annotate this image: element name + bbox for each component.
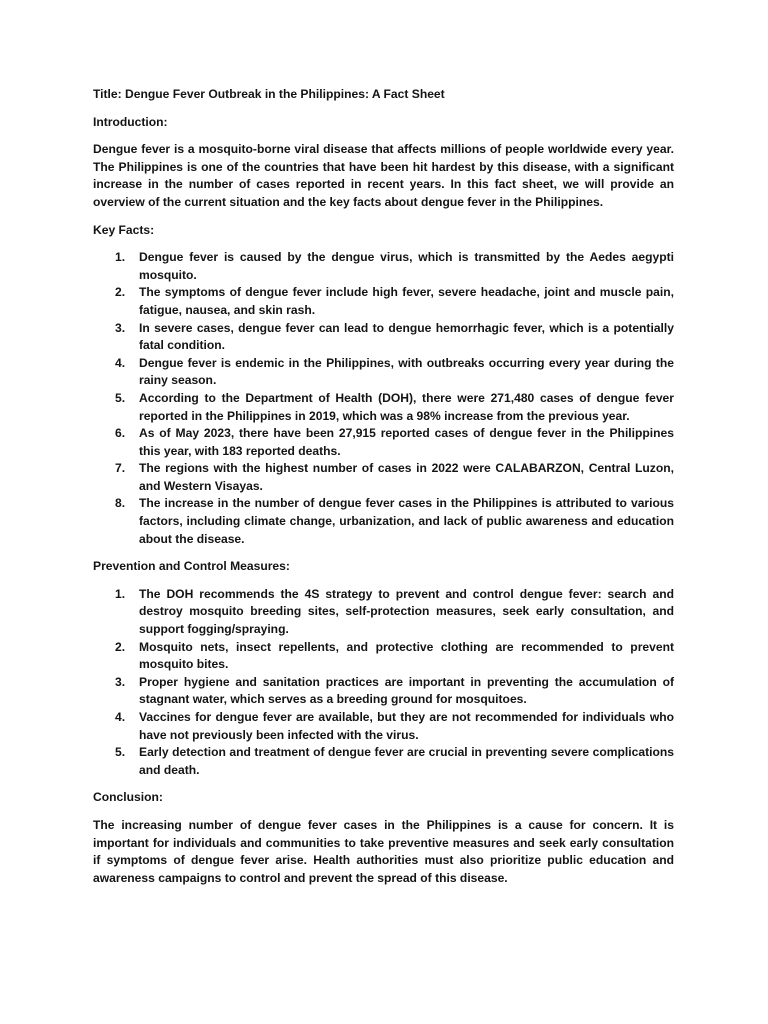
list-item-text: Dengue fever is caused by the dengue virus, which is transmitted by the Aedes aegypti mosquito. <box>139 250 674 282</box>
list-item-text: According to the Department of Health (DOH), there were 271,480 cases of dengue fever reported in the Philippines in 2019, which was a 98% increase from the previous year. <box>139 390 674 423</box>
list-item-text: Dengue fever is endemic in the Philippines, with outbreaks occurring every year during the rainy season. <box>139 355 674 388</box>
list-number: 1. <box>115 586 126 601</box>
conclusion-heading: Conclusion: <box>93 790 163 805</box>
list-number: 8. <box>115 496 126 511</box>
prevention-item <box>93 744 674 779</box>
list-number: 2. <box>115 639 126 654</box>
prevention-heading: Prevention and Control Measures: <box>93 559 290 574</box>
prevention-item <box>93 709 674 744</box>
list-item-text: Mosquito nets, insect repellents, and protective clothing are recommended to prevent mosquito bites. <box>139 639 674 672</box>
introduction-paragraph: Dengue fever is a mosquito-borne viral disease that affects millions of people worldwide every year. The Philippines is one of the countries that have been hit hardest by this disease, with a significant increase in the number of cases reported in recent years. In this fact sheet, we will provide an overview of the current situation and the key facts about dengue fever in the Philippines. <box>93 142 674 209</box>
key-fact-item <box>93 249 674 284</box>
list-number: 1. <box>115 250 126 265</box>
list-item-text: Early detection and treatment of dengue fever are crucial in preventing severe complications and death. <box>139 745 674 777</box>
list-item-text: In severe cases, dengue fever can lead to dengue hemorrhagic fever, which is a potentially fatal condition. <box>139 320 674 353</box>
key-fact-item <box>93 495 674 548</box>
prevention-item <box>93 586 674 639</box>
conclusion-paragraph: The increasing number of dengue fever cases in the Philippines is a cause for concern. It is important for individuals and communities to take preventive measures and seek early consultation if symptoms of dengue fever arise. Health authorities must also prioritize public education and awareness campaigns to control and prevent the spread of this disease. <box>93 817 674 885</box>
key-fact-item <box>93 460 674 495</box>
list-number: 3. <box>115 320 126 335</box>
list-item-text: The regions with the highest number of cases in 2022 were CALABARZON, Central Luzon, and Western Visayas. <box>139 461 674 493</box>
key-fact-item <box>93 355 674 390</box>
document-title: Title: Dengue Fever Outbreak in the Philippines: A Fact Sheet <box>93 87 445 101</box>
list-item-text: The increase in the number of dengue fever cases in the Philippines is attributed to various factors, including climate change, urbanization, and lack of public awareness and education about the disease. <box>139 496 674 546</box>
list-number: 5. <box>115 745 126 760</box>
prevention-item <box>93 639 674 674</box>
list-number: 2. <box>115 285 126 300</box>
key-fact-item <box>93 390 674 425</box>
list-number: 7. <box>115 461 126 476</box>
list-item-text: The DOH recommends the 4S strategy to prevent and control dengue fever: search and destroy mosquito breeding sites, self-protection measures, seek early consultation, and support fogging/spraying. <box>139 586 674 637</box>
list-item-text: Vaccines for dengue fever are available, but they are not recommended for individuals who have not previously been infected with the virus. <box>139 710 674 742</box>
list-number: 4. <box>115 710 126 724</box>
key-facts-heading: Key Facts: <box>93 222 155 237</box>
document-page <box>93 86 674 897</box>
list-item-text: The symptoms of dengue fever include high fever, severe headache, joint and muscle pain, fatigue, nausea, and skin rash. <box>139 285 674 317</box>
list-item-text: As of May 2023, there have been 27,915 reported cases of dengue fever in the Philippines this year, with 183 reported deaths. <box>139 426 674 458</box>
list-number: 5. <box>115 390 126 405</box>
list-number: 3. <box>115 674 126 689</box>
key-fact-item <box>93 425 674 460</box>
list-item-text: Proper hygiene and sanitation practices are important in preventing the accumulation of stagnant water, which serves as a breeding ground for mosquitoes. <box>139 674 674 707</box>
key-fact-item <box>93 320 674 355</box>
prevention-item <box>93 674 674 709</box>
list-number: 4. <box>115 355 126 370</box>
key-fact-item <box>93 284 674 319</box>
key-facts-list <box>93 249 674 548</box>
list-number: 6. <box>115 426 126 441</box>
prevention-list <box>93 586 674 780</box>
introduction-heading: Introduction: <box>93 114 168 129</box>
